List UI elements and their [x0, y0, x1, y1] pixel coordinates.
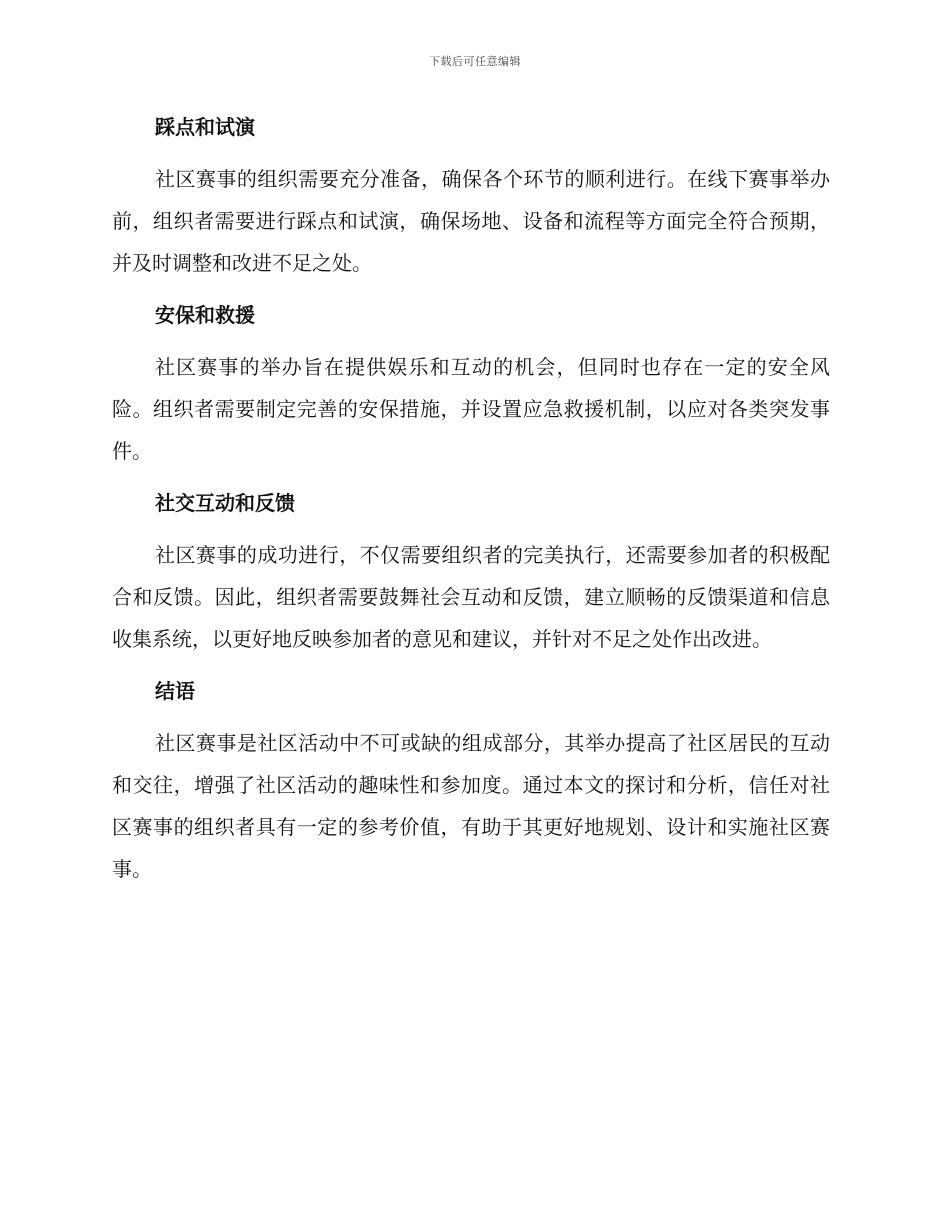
- section-social-feedback: [112, 486, 830, 660]
- section-paragraph: 社区赛事的举办旨在提供娱乐和互动的机会，但同时也存在一定的安全风险。组织者需要制定完善的安保措施，并设置应急救援机制，以应对各类突发事件。: [112, 355, 830, 463]
- header-note: 下载后可任意编辑: [429, 55, 521, 68]
- section-heading: 社交互动和反馈: [155, 491, 295, 515]
- section-paragraph: 社区赛事的成功进行，不仅需要组织者的完美执行，还需要参加者的积极配合和反馈。因此，组织者需要鼓舞社会互动和反馈，建立顺畅的反馈渠道和信息收集系统，以更好地反映参加者的意见和建议，并针对不足之处作出改进。: [112, 543, 830, 651]
- section-conclusion: [112, 674, 830, 890]
- document-body: [112, 110, 830, 904]
- section-paragraph: 社区赛事的组织需要充分准备，确保各个环节的顺利进行。在线下赛事举办前，组织者需要进行踩点和试演，确保场地、设备和流程等方面完全符合预期，并及时调整和改进不足之处。: [112, 167, 830, 275]
- section-heading: 踩点和试演: [155, 115, 255, 139]
- section-security-rescue: [112, 298, 830, 472]
- section-heading: 结语: [155, 679, 195, 703]
- section-paragraph: 社区赛事是社区活动中不可或缺的组成部分，其举办提高了社区居民的互动和交往，增强了社区活动的趣味性和参加度。通过本文的探讨和分析，信任对社区赛事的组织者具有一定的参考价值，有助于其更好地规划、设计和实施社区赛事。: [112, 731, 830, 881]
- section-heading: 安保和救援: [155, 303, 255, 327]
- section-site-survey: [112, 110, 830, 284]
